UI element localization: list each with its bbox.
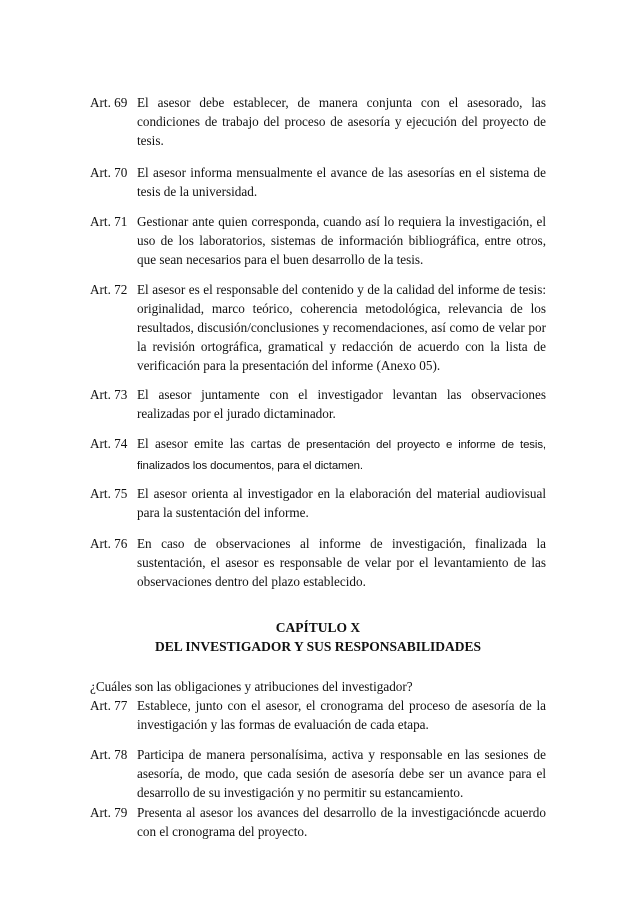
article-79	[90, 803, 546, 841]
article-number: Art. 72	[90, 282, 128, 297]
article-70	[90, 163, 546, 201]
article-text: El asesor juntamente con el investigador levantan las observaciones realizadas por el jurado dictaminador.	[137, 387, 546, 421]
article-text	[137, 434, 546, 476]
article-text-sans: presentación del proyecto e informe de tesis, finalizados los documentos, para el dictamen.	[137, 439, 546, 472]
article-number: Art. 77	[90, 698, 128, 713]
article-text-serif: El asesor emite las cartas de	[137, 436, 301, 451]
article-text: El asesor informa mensualmente el avance de las asesorías en el sistema de tesis de la universidad.	[137, 165, 546, 199]
article-text: Gestionar ante quien corresponda, cuando así lo requiera la investigación, el uso de los laboratorios, sistemas de información bibliográfica, entre otros, que sean necesarios para el buen desarrollo de la tesis.	[137, 214, 546, 267]
article-text: En caso de observaciones al informe de investigación, finalizada la sustentación, el asesor es responsable de velar por el levantamiento de las observaciones dentro del plazo establecido.	[137, 536, 546, 589]
article-number: Art. 76	[90, 536, 128, 551]
article-74	[90, 434, 546, 476]
article-number: Art. 78	[90, 747, 128, 762]
article-77	[90, 696, 546, 734]
article-number: Art. 71	[90, 214, 128, 229]
article-text: Presenta al asesor los avances del desarrollo de la investigacióncde acuerdo con el cronograma del proyecto.	[137, 805, 546, 839]
article-text: El asesor es el responsable del contenido y de la calidad del informe de tesis: originalidad, marco teórico, coherencia metodológica, relevancia de los resultados, discusión/conclusiones y recomendaciones, así como de velar por la revisión ortográfica, gramatical y redacción de acuerdo con la lista de verificación para la presentación del informe (Anexo 05).	[137, 282, 546, 373]
article-text: Establece, junto con el asesor, el cronograma del proceso de asesoría de la investigación y las formas de evaluación de cada etapa.	[137, 698, 546, 732]
article-text: El asesor orienta al investigador en la elaboración del material audiovisual para la sustentación del informe.	[137, 486, 546, 520]
section-question: ¿Cuáles son las obligaciones y atribuciones del investigador?	[90, 679, 413, 694]
article-71	[90, 212, 546, 269]
article-72	[90, 280, 546, 375]
article-text: El asesor debe establecer, de manera conjunta con el asesorado, las condiciones de trabajo del proceso de asesoría y ejecución del proyecto de tesis.	[137, 95, 546, 148]
article-number: Art. 79	[90, 805, 128, 820]
article-76	[90, 534, 546, 591]
article-73	[90, 385, 546, 423]
article-text: Participa de manera personalísima, activa y responsable en las sesiones de asesoría, de modo, que cada sesión de asesoría debe ser un avance para el desarrollo de su investigación y no permitir su estancamiento.	[137, 747, 546, 800]
article-number: Art. 73	[90, 387, 128, 402]
article-number: Art. 69	[90, 95, 128, 110]
article-number: Art. 75	[90, 486, 128, 501]
article-69	[90, 93, 546, 150]
article-75	[90, 484, 546, 522]
article-78	[90, 745, 546, 802]
article-number: Art. 74	[90, 436, 128, 451]
chapter-title: CAPÍTULO X	[275, 620, 361, 635]
article-number: Art. 70	[90, 165, 128, 180]
chapter-subtitle: DEL INVESTIGADOR Y SUS RESPONSABILIDADES	[154, 639, 482, 654]
